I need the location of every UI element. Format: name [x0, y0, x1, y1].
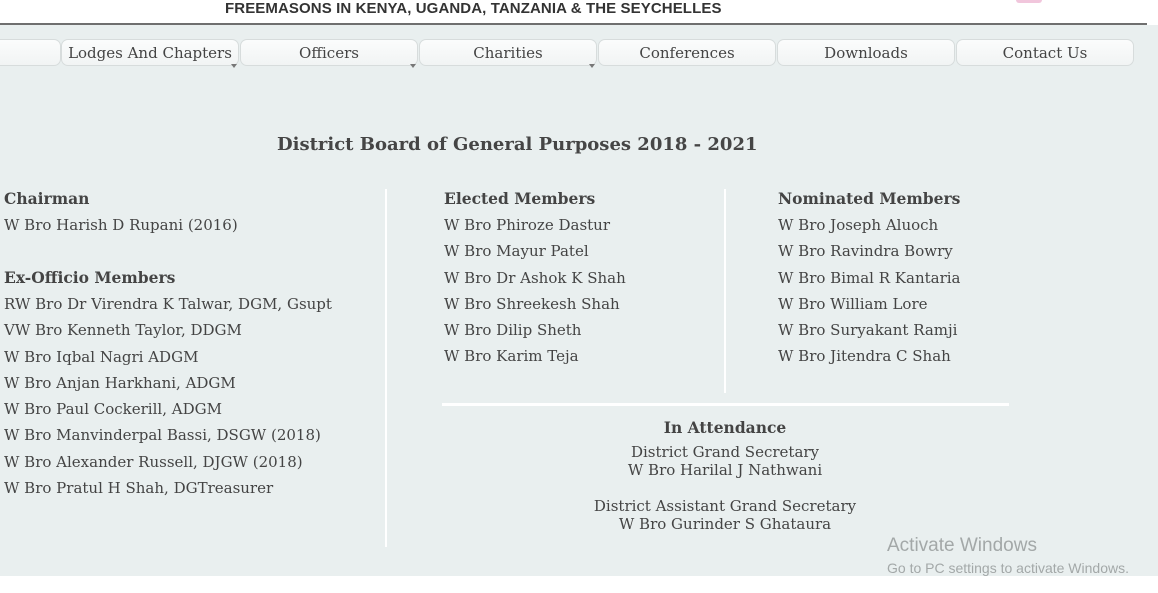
- list-item: W Bro Phiroze Dastur: [444, 216, 611, 234]
- nav-item-conferences[interactable]: [598, 39, 776, 66]
- list-item: W Bro Ravindra Bowry: [778, 242, 953, 261]
- nav-item-label: Officers: [299, 44, 359, 62]
- dropdown-arrow-icon: [231, 64, 237, 68]
- list-item: RW Bro Dr Virendra K Talwar, DGM, Gsupt: [4, 295, 332, 313]
- nav-item-label: Conferences: [639, 44, 735, 62]
- dropdown-arrow-icon: [589, 64, 595, 68]
- nav-item-contact-us[interactable]: [956, 39, 1134, 66]
- list-item: W Bro Shreekesh Shah: [444, 294, 620, 313]
- section-divider: [442, 403, 1009, 406]
- elected-list: [444, 212, 626, 370]
- list-item: W Bro Harish D Rupani (2016): [4, 216, 238, 234]
- column-divider: [724, 189, 726, 393]
- logo-fragment: [1016, 0, 1042, 3]
- page-title: District Board of General Purposes 2018 - 2021: [277, 134, 758, 155]
- ex-officio-heading: Ex-Officio Members: [4, 268, 176, 287]
- list-item: W Bro Dilip Sheth: [444, 321, 582, 340]
- column-divider: [385, 189, 387, 547]
- nominated-list: [778, 212, 960, 370]
- content-area: [0, 25, 1158, 576]
- bottom-strip: [0, 576, 1158, 593]
- site-subtitle: FREEMASONS IN KENYA, UGANDA, TANZANIA & THE SEYCHELLES: [225, 0, 722, 17]
- nav-item-home[interactable]: [0, 39, 61, 66]
- nominated-heading: Nominated Members: [778, 189, 961, 208]
- list-item: W Bro Anjan Harkhani, ADGM: [4, 373, 236, 392]
- list-item: W Bro Pratul H Shah, DGTreasurer: [4, 479, 274, 498]
- activation-watermark-subtitle: Go to PC settings to activate Windows.: [887, 560, 1129, 576]
- list-item: W Bro Mayur Patel: [444, 242, 589, 261]
- activation-watermark-title: Activate Windows: [887, 535, 1037, 556]
- chairman-heading: Chairman: [4, 189, 90, 208]
- dropdown-arrow-icon: [410, 64, 416, 68]
- nav-item-label: Contact Us: [1002, 44, 1088, 62]
- list-item: W Bro Jitendra C Shah: [778, 347, 951, 366]
- nav-item-label: Charities: [473, 44, 543, 62]
- nav-item-lodges-and-chapters[interactable]: [61, 39, 239, 66]
- attendance-line: W Bro Harilal J Nathwani: [627, 461, 823, 479]
- list-item: W Bro William Lore: [778, 294, 928, 313]
- attendance-line: District Grand Secretary: [630, 443, 820, 461]
- attendance-line: District Assistant Grand Secretary: [593, 497, 857, 515]
- nav-item-downloads[interactable]: [777, 39, 955, 66]
- list-item: W Bro Bimal R Kantaria: [778, 268, 961, 287]
- elected-heading: Elected Members: [444, 189, 596, 208]
- nav-item-officers[interactable]: [240, 39, 418, 66]
- list-item: W Bro Dr Ashok K Shah: [444, 268, 626, 287]
- nav-item-label: Lodges And Chapters: [68, 44, 232, 62]
- site-header: [0, 0, 1147, 25]
- list-item: W Bro Paul Cockerill, ADGM: [4, 400, 222, 419]
- list-item: W Bro Alexander Russell, DJGW (2018): [4, 452, 303, 471]
- nav-item-charities[interactable]: [419, 39, 597, 66]
- attendance-line: W Bro Gurinder S Ghataura: [618, 515, 832, 533]
- chairman-list: [4, 212, 238, 238]
- list-item: VW Bro Kenneth Taylor, DDGM: [4, 321, 242, 340]
- list-item: W Bro Manvinderpal Bassi, DSGW (2018): [4, 426, 321, 445]
- list-item: W Bro Joseph Aluoch: [778, 216, 939, 234]
- list-item: W Bro Karim Teja: [444, 347, 579, 366]
- in-attendance-heading: In Attendance: [663, 418, 787, 437]
- list-item: W Bro Suryakant Ramji: [778, 321, 958, 340]
- list-item: W Bro Iqbal Nagri ADGM: [4, 347, 199, 366]
- nav-item-label: Downloads: [824, 44, 908, 62]
- ex-officio-list: [4, 291, 332, 501]
